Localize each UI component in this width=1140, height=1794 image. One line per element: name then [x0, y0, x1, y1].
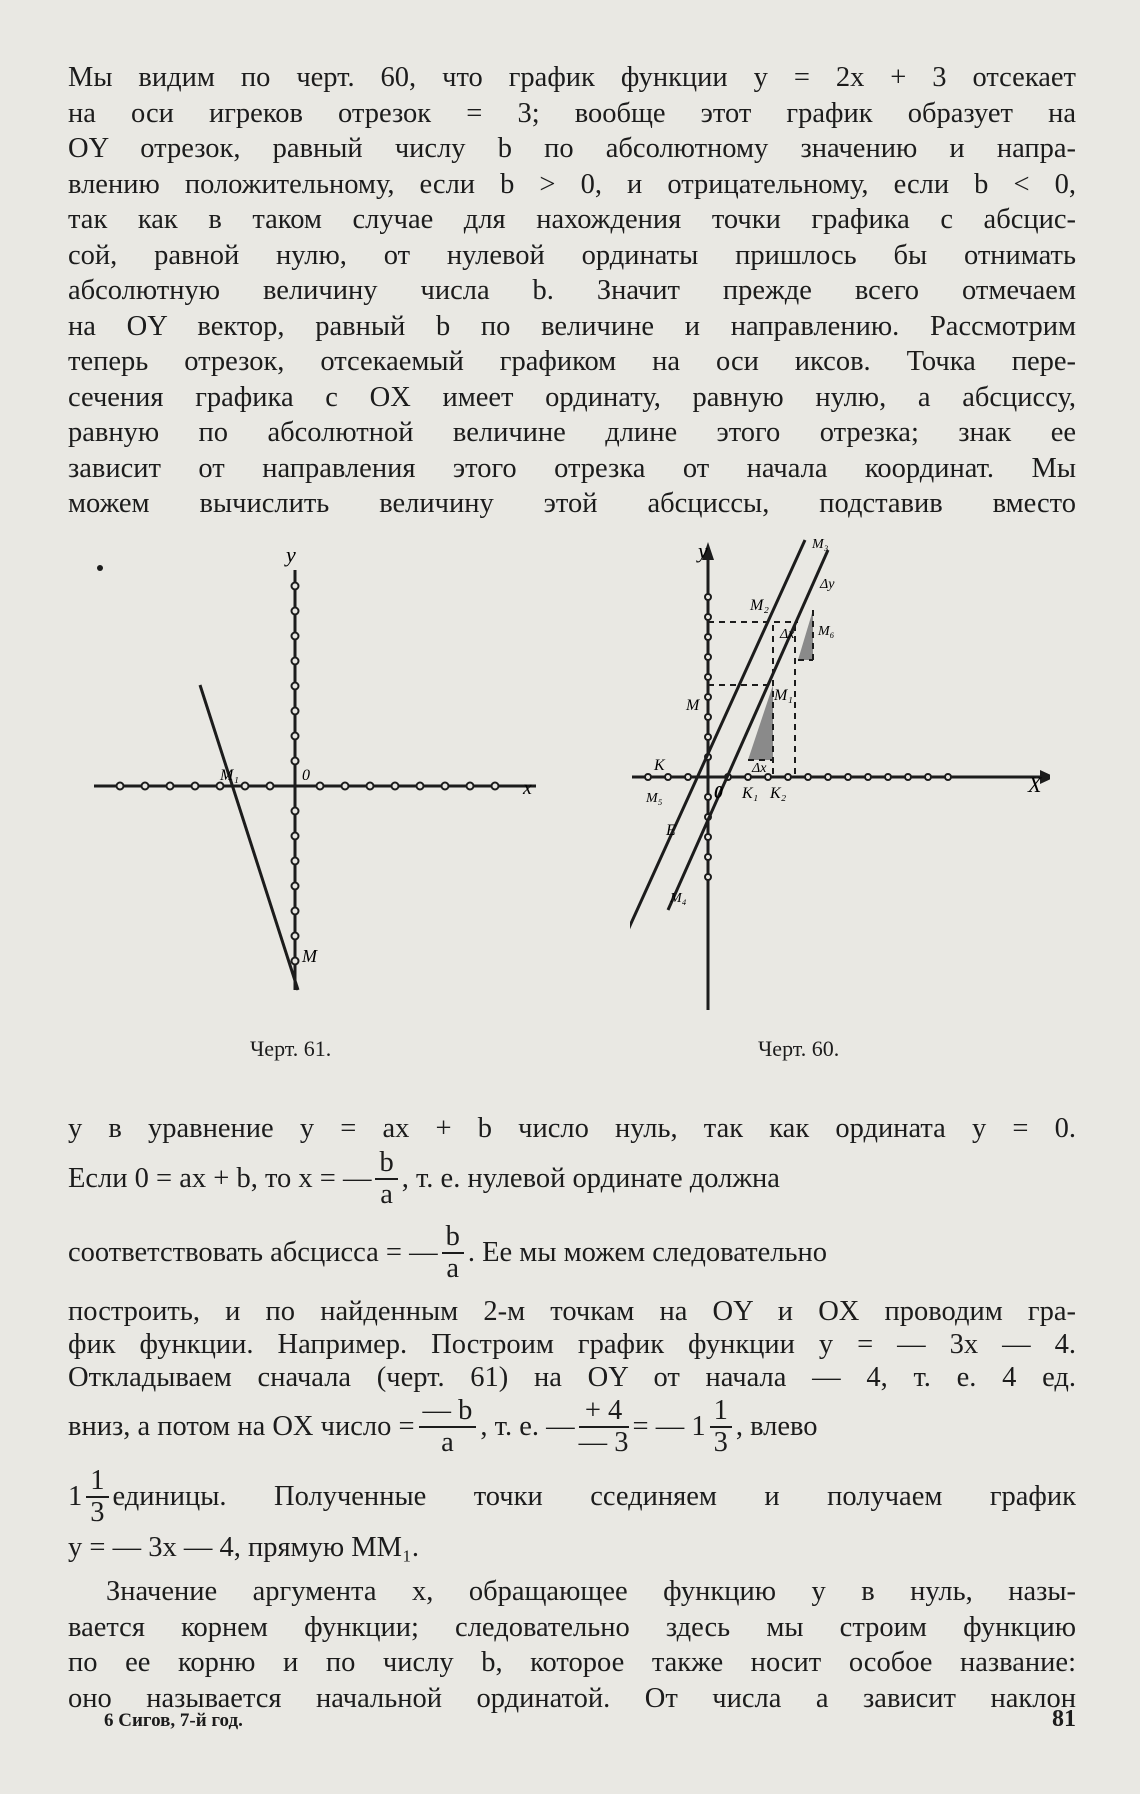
graph-line-mm1	[200, 685, 298, 990]
label-k: K	[654, 757, 665, 774]
fraction: $\frac{b}{a}$	[442, 1222, 464, 1284]
label-m1: M₁	[220, 767, 239, 784]
label-m4: M₄	[670, 891, 687, 906]
label-k2: K₂	[770, 785, 787, 802]
text-line: на OY вектор, равный b по величине и направлению. Рассмотрим	[68, 310, 1076, 342]
text-line-4	[68, 1296, 1076, 1328]
text-line: можем вычислить величину этой абсциссы, подставив вместо	[68, 488, 1076, 519]
text-line: оно называется начальной ординатой. От числа a зависит наклон	[68, 1682, 1076, 1714]
label-m: M	[302, 946, 317, 966]
fraction: $\frac{1}{3}$	[86, 1466, 108, 1528]
formula-line-7	[68, 1396, 1076, 1458]
page-number: 81	[1052, 1706, 1076, 1732]
label-y: y	[698, 538, 708, 563]
paragraph-bottom	[68, 1574, 1076, 1716]
text-segment: 1	[68, 1481, 83, 1512]
figure-61	[80, 540, 550, 1010]
text-line: OY отрезок, равный числу b по абсолютному значению и напра-	[68, 133, 1076, 164]
figure-60	[630, 530, 1050, 1020]
label-m3: M₃	[812, 537, 829, 552]
text-line: абсолютную величину числа b. Значит прежде всего отмечаем	[68, 275, 1076, 306]
text-line-5	[68, 1329, 1076, 1361]
label-dx-bottom: Δx	[752, 761, 767, 776]
y-axis-ticks	[705, 594, 711, 880]
graph-line-1	[630, 540, 805, 930]
text-segment: , влево	[735, 1411, 818, 1442]
text-line-6	[68, 1362, 1076, 1394]
label-origin: 0	[714, 782, 723, 802]
formula-line-1	[68, 1113, 1076, 1145]
text-line: фик функции. Например. Построим график функции y = — 3x — 4.	[68, 1329, 1076, 1360]
formula-line-3	[68, 1222, 1076, 1284]
text-line: построить, и по найденным 2-м точкам на OY и OX проводим гра-	[68, 1296, 1076, 1327]
text-segment: . Ее мы можем следовательно	[467, 1237, 828, 1268]
text-segment: , т. е. нулевой ординате должна	[401, 1163, 780, 1194]
fraction: $\frac{— b}{a}$	[419, 1396, 477, 1458]
caption-fig61: Черт. 61.	[250, 1036, 332, 1061]
text-line: так как в таком случае для нахождения точки графика с абсцис-	[68, 204, 1076, 235]
text-segment: Если 0 = ax + b, то x = —	[68, 1163, 372, 1194]
label-m2: M₂	[750, 597, 769, 614]
label-origin: 0	[302, 767, 310, 784]
text-segment: вниз, а потом на OX число =	[68, 1411, 415, 1442]
formula-line-2	[68, 1148, 1076, 1210]
text-segment: , т. е. —	[480, 1411, 575, 1442]
paragraph-top	[68, 60, 1076, 522]
text-line: теперь отрезок, отсекаемый графиком на оси иксов. Точка пере-	[68, 346, 1076, 377]
text-line: вается корнем функции; следовательно здесь мы строим функцию	[68, 1611, 1076, 1643]
text-segment: = — 1	[632, 1411, 706, 1442]
fraction: $\frac{b}{a}$	[375, 1148, 397, 1210]
text-line: на оси игреков отрезок = 3; вообще этот график образует на	[68, 97, 1076, 129]
text-line: y = — 3x — 4, прямую MM₁.	[68, 1532, 420, 1563]
label-y: y	[286, 542, 296, 567]
label-m6: M₆	[818, 624, 835, 639]
text-segment: соответствовать абсцисса = —	[68, 1237, 438, 1268]
formula-line-9	[68, 1532, 1076, 1564]
label-x: x	[523, 777, 532, 799]
graph-line-2	[668, 550, 828, 910]
label-m: M	[686, 697, 700, 714]
fraction: $\frac{+ 4}{— 3}$	[578, 1395, 629, 1458]
formula-line-8	[68, 1466, 1076, 1528]
x-axis-arrow	[1040, 770, 1050, 784]
text-line: Мы видим по черт. 60, что график функции y = 2x + 3 отсекает	[68, 62, 1076, 93]
label-k1: K₁	[742, 785, 759, 802]
footer-signature: 6 Сигов, 7-й год.	[104, 1710, 243, 1731]
shaded-triangle-top	[798, 610, 813, 660]
text-line: равную по абсолютной величине длине этого отрезка; знак ее	[68, 417, 1076, 448]
text-line: сечения графика с OX имеет ординату, равную нулю, а абсциссу,	[68, 381, 1076, 413]
caption-fig60: Черт. 60.	[758, 1036, 840, 1061]
label-dx-top: Δx	[780, 627, 795, 642]
text-line: зависит от направления этого отрезка от начала координат. Мы	[68, 452, 1076, 484]
fraction: $\frac{1}{3}$	[710, 1396, 732, 1458]
label-m1: M₁	[774, 687, 793, 704]
label-e: E	[666, 822, 676, 839]
text-line: Значение аргумента x, обращающее функцию y в нуль, назы-	[106, 1576, 1076, 1607]
label-m5: M₅	[646, 791, 663, 806]
text-line: по ее корню и по числу b, которое также носит особое название:	[68, 1647, 1076, 1678]
text-line: y в уравнение y = ax + b число нуль, так как ордината y = 0.	[68, 1113, 1076, 1144]
label-x: X	[1028, 772, 1042, 797]
label-dy: Δy	[820, 577, 835, 592]
text-line: Откладываем сначала (черт. 61) на OY от начала — 4, т. е. 4 ед.	[68, 1362, 1076, 1393]
text-segment: единицы. Полученные точки ссединяем и получаем график	[112, 1481, 1076, 1512]
stray-dot	[97, 565, 103, 571]
text-line: сой, равной нулю, от нулевой ординаты пришлось бы отнимать	[68, 239, 1076, 271]
text-line: влению положительному, если b > 0, и отрицательному, если b < 0,	[68, 168, 1076, 200]
